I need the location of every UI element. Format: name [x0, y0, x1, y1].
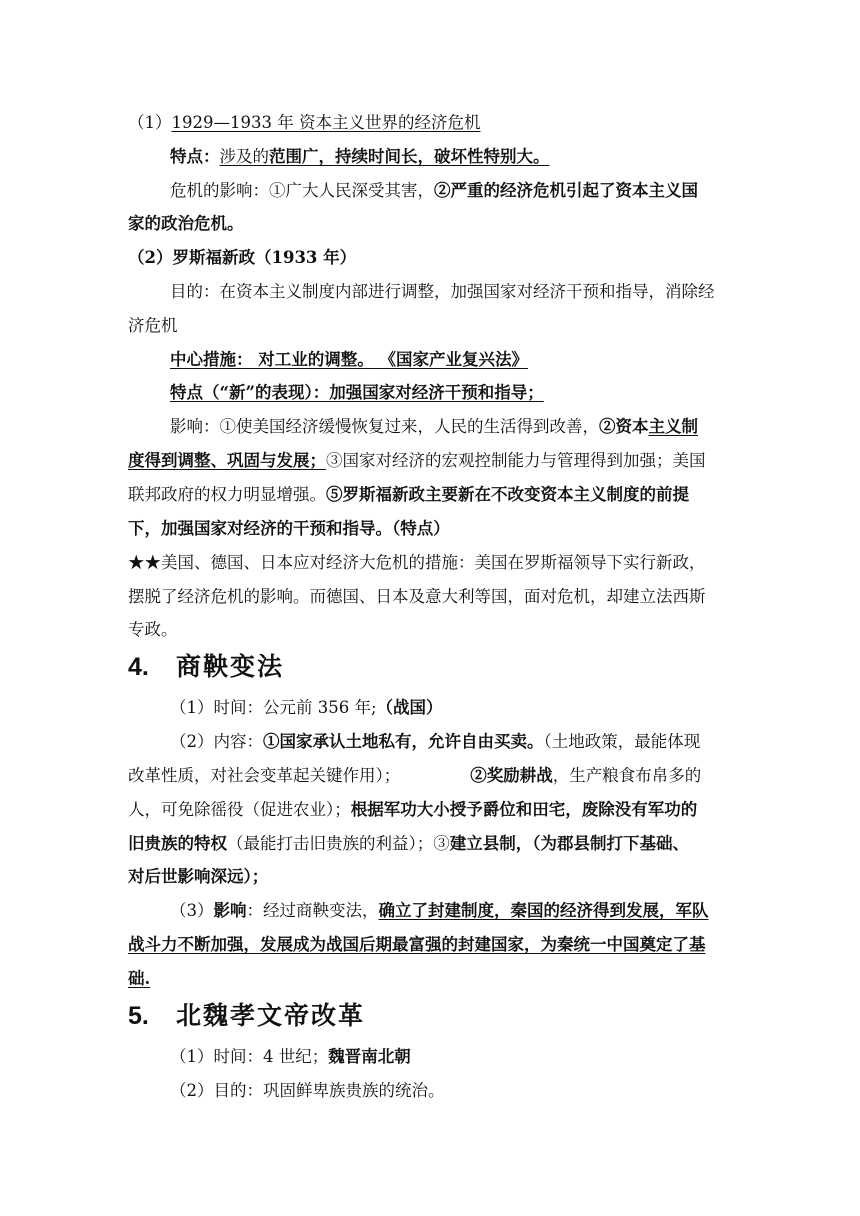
section-2-impact-line1: 影响：①使美国经济缓慢恢复过来，人民的生活得到改善，②资本主义制 — [170, 417, 698, 436]
shang-impact-line1: （3）影响：经过商鞅变法，确立了封建制度，秦国的经济得到发展，军队 — [170, 901, 709, 920]
note-line2: 摆脱了经济危机的影响。而德国、日本及意大利等国，面对危机，却建立法西斯 — [128, 587, 706, 606]
section-1-title: （1）1929—1933 年 资本主义世界的经济危机 — [128, 113, 481, 132]
shang-impact-line2: 战斗力不断加强，发展成为战国后期最富强的封建国家，为秦统一中国奠定了基 — [128, 935, 706, 954]
shang-content-line1: （2）内容：①国家承认土地私有，允许自由买卖。（土地政策，最能体现 — [170, 732, 701, 751]
section-2-impact-line4: 下，加强国家对经济的干预和指导。（特点） — [128, 519, 450, 538]
heading-4: 4. 商鞅变法 — [128, 652, 285, 681]
note-line1: ★★美国、德国、日本应对经济大危机的措施：美国在罗斯福领导下实行新政， — [128, 553, 706, 572]
section-2-title: （2）罗斯福新政（1933 年） — [128, 248, 357, 267]
section-2-impact-line3: 联邦政府的权力明显增强。⑤罗斯福新政主要新在不改变资本主义制度的前提 — [128, 485, 689, 504]
shang-content-line3: 人，可免除徭役（促进农业）；根据军功大小授予爵位和田宅，废除没有军功的 — [128, 800, 698, 819]
section-1-impact-line2: 家的政治危机。 — [128, 214, 244, 233]
shang-content-line2: 改革性质，对社会变革起关键作用）； ②奖励耕战，生产粮食布帛多的 — [128, 766, 702, 785]
section-2-measure: 中心措施： 对工业的调整。 《国家产业复兴法》 — [170, 350, 528, 369]
section-2-feature: 特点（“新”的表现）：加强国家对经济干预和指导； — [170, 383, 544, 402]
wei-goal: （2）目的：巩固鲜卑族贵族的统治。 — [170, 1081, 445, 1100]
shang-impact-line3: 础. — [128, 969, 151, 988]
shang-content-line4: 旧贵族的特权（最能打击旧贵族的利益）；③建立县制，（为郡县制打下基础、 — [128, 834, 689, 853]
note-line3: 专政。 — [128, 620, 178, 639]
section-2-goal-line1: 目的：在资本主义制度内部进行调整，加强国家对经济干预和指导，消除经 — [170, 282, 715, 301]
shang-time: （1）时间：公元前 356 年;（战国） — [170, 698, 443, 717]
section-2-goal-line2: 济危机 — [128, 316, 178, 335]
section-1-impact-line1: 危机的影响：①广大人民深受其害，②严重的经济危机引起了资本主义国 — [170, 181, 698, 200]
shang-content-line5: 对后世影响深远）； — [128, 867, 269, 886]
heading-5: 5. 北魏孝文帝改革 — [128, 1001, 366, 1030]
section-2-impact-line2: 度得到调整、巩固与发展；③国家对经济的宏观控制能力与管理得到加强；美国 — [128, 451, 706, 470]
section-1-feature: 特点：涉及的范围广，持续时间长，破坏性特别大。 — [170, 147, 550, 166]
wei-time: （1）时间：4 世纪；魏晋南北朝 — [170, 1047, 411, 1066]
